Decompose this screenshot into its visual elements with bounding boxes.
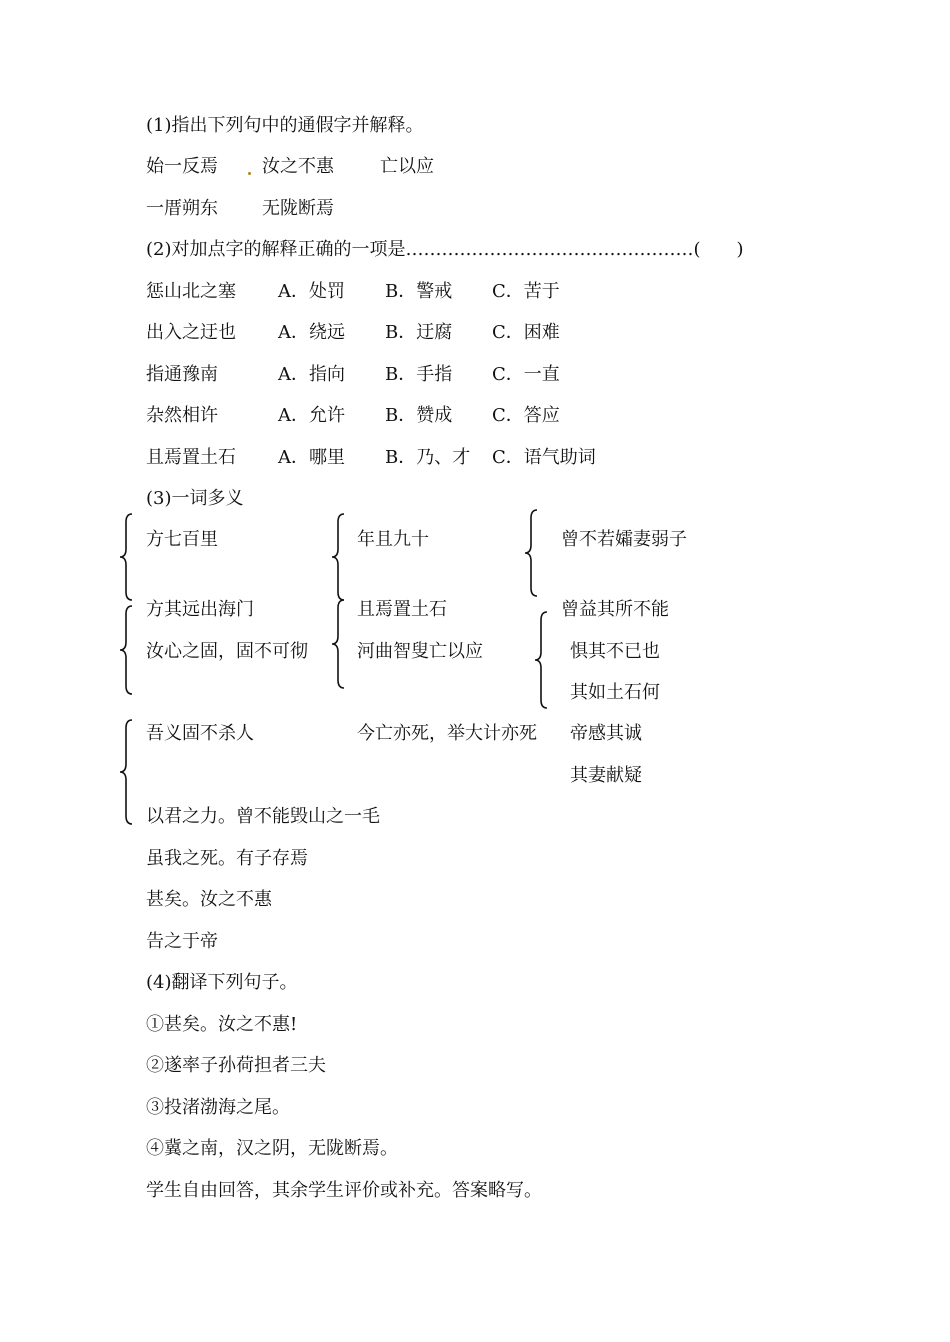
- q2-row-1-option-b: B．警戒: [385, 281, 453, 302]
- q1-item-4: 一厝朔东: [146, 198, 218, 219]
- q2-row-4-word: 杂然相许: [146, 405, 218, 426]
- q3-g1-item-1: 方七百里: [146, 529, 218, 550]
- q2-row-2-option-a: A．绕远: [278, 322, 345, 343]
- q4-item-2: ②遂率子孙荷担者三夫: [146, 1055, 326, 1076]
- q2-row-3-option-c: C．一直: [492, 364, 560, 385]
- q3-g7-item-4: 告之于帝: [146, 931, 218, 952]
- q2-row-5-option-c: C．语气助词: [492, 447, 596, 468]
- q2-row-5-option-a: A．哪里: [278, 447, 345, 468]
- brace-icon: [118, 512, 134, 602]
- q2-row-1-word: 惩山北之塞: [146, 281, 236, 302]
- q2-row-3-option-b: B．手指: [385, 364, 453, 385]
- q1-item-2: 汝之不惠: [262, 156, 334, 177]
- brace-icon: [118, 604, 134, 696]
- q2-row-5-word: 且焉置土石: [146, 447, 236, 468]
- q1-heading: (1)指出下列句中的通假字并解释。: [146, 115, 424, 136]
- q3-g6-item-1: 惧其不已也: [570, 641, 660, 662]
- q4-heading: (4)翻译下列句子。: [146, 972, 298, 993]
- q3-g7-item-2: 虽我之死。有子存焉: [146, 848, 308, 869]
- q1-item-5: 无陇断焉: [262, 198, 334, 219]
- q2-row-5-option-b: B．乃、才: [385, 447, 471, 468]
- q3-g2-item-2: 且焉置土石: [357, 599, 447, 620]
- brace-icon: [330, 598, 346, 690]
- brace-icon: [330, 512, 346, 602]
- q2-row-1-option-a: A．处罚: [278, 281, 345, 302]
- closing-note: 学生自由回答，其余学生评价或补充。答案略写。: [146, 1180, 542, 1201]
- q4-item-3: ③投渚渤海之尾。: [146, 1097, 290, 1118]
- q3-g1-item-2: 方其远出海门: [146, 599, 254, 620]
- q2-row-2-option-b: B．迂腐: [385, 322, 453, 343]
- q2-row-4-option-c: C．答应: [492, 405, 560, 426]
- brace-icon: [533, 610, 549, 710]
- emphasis-dot: [248, 172, 251, 175]
- q2-row-3-word: 指通豫南: [146, 364, 218, 385]
- q3-g3-item-2: 曾益其所不能: [561, 599, 669, 620]
- brace-icon: [118, 718, 134, 826]
- brace-icon: [523, 508, 539, 598]
- q2-row-2-option-c: C．困难: [492, 322, 560, 343]
- q3-g4-item-1: 汝心之固，固不可彻: [146, 641, 308, 662]
- q2-row-4-option-b: B．赞成: [385, 405, 453, 426]
- q2-row-4-option-a: A．允许: [278, 405, 345, 426]
- q3-g7-item-1: 以君之力。曾不能毁山之一毛: [146, 806, 380, 827]
- q2-row-1-option-c: C．苦于: [492, 281, 560, 302]
- q3-g6-item-2: 其如土石何: [570, 682, 660, 703]
- q3-g5-item-2: 今亡亦死，举大计亦死: [357, 723, 537, 744]
- q2-row-2-word: 出入之迂也: [146, 322, 236, 343]
- q1-item-1: 始一反焉: [146, 156, 218, 177]
- q1-item-3: 亡以应: [380, 156, 434, 177]
- q3-g4-item-2: 吾义固不杀人: [146, 723, 254, 744]
- q3-g5-item-1: 河曲智叟亡以应: [357, 641, 483, 662]
- q2-heading: (2)对加点字的解释正确的一项是…………………………………………( ): [146, 239, 744, 260]
- q3-g6-item-3: 帝感其诚: [570, 723, 642, 744]
- q2-row-3-option-a: A．指向: [278, 364, 345, 385]
- q4-item-4: ④冀之南，汉之阴，无陇断焉。: [146, 1138, 398, 1159]
- q3-g2-item-1: 年且九十: [357, 529, 429, 550]
- q3-g6-item-4: 其妻献疑: [570, 765, 642, 786]
- q3-g7-item-3: 甚矣。汝之不惠: [146, 889, 272, 910]
- q4-item-1: ①甚矣。汝之不惠!: [146, 1014, 298, 1035]
- q3-g3-item-1: 曾不若孀妻弱子: [561, 529, 687, 550]
- q3-heading: (3)一词多义: [146, 488, 244, 509]
